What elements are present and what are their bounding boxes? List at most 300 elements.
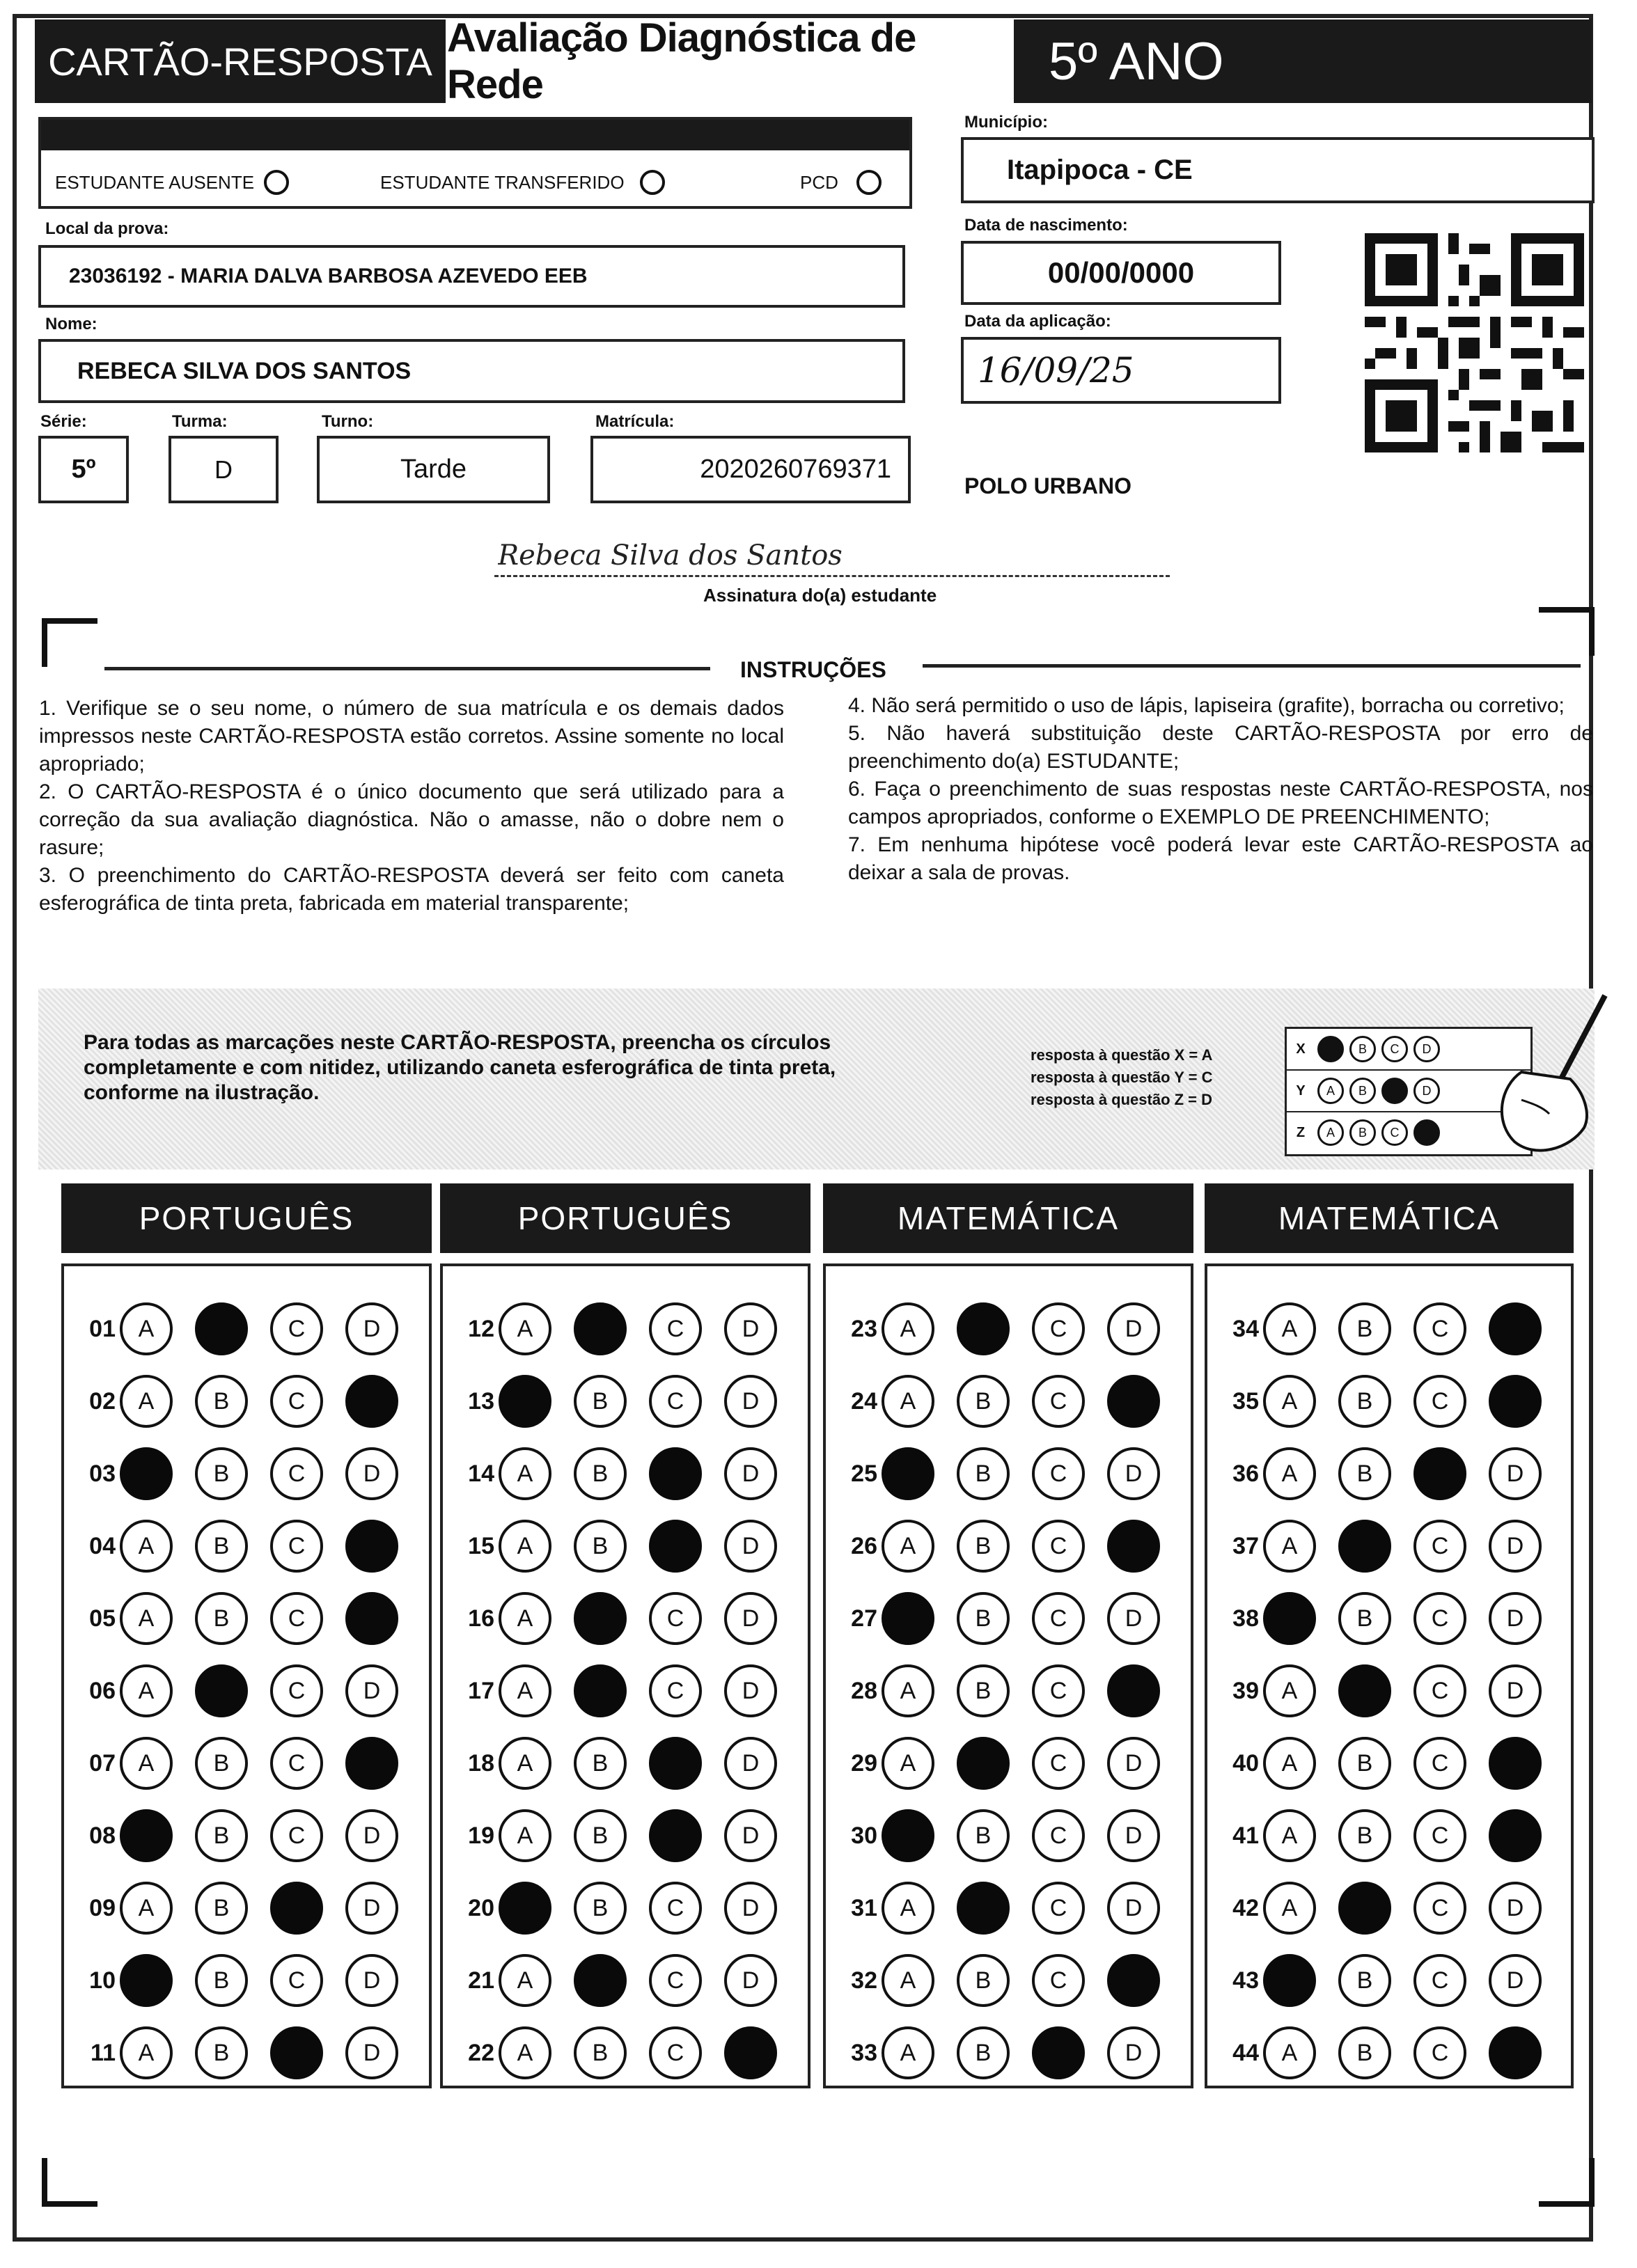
answer-bubble-c[interactable]: C bbox=[1032, 1592, 1085, 1645]
answer-bubble-d[interactable]: D bbox=[345, 1809, 398, 1862]
answer-bubble-c[interactable]: C bbox=[270, 1882, 323, 1935]
question-number: 34 bbox=[1232, 1315, 1259, 1342]
answer-bubble-b[interactable]: B bbox=[957, 1809, 1010, 1862]
answer-bubble-c[interactable]: C bbox=[1413, 1447, 1466, 1500]
answer-bubble-c[interactable]: C bbox=[1413, 1592, 1466, 1645]
answer-bubble-a[interactable]: A bbox=[882, 1592, 934, 1645]
question-number: 40 bbox=[1232, 1749, 1259, 1777]
question-number: 38 bbox=[1232, 1605, 1259, 1632]
answer-bubble-a[interactable]: A bbox=[120, 1302, 173, 1355]
answer-bubble-d[interactable]: D bbox=[345, 1954, 398, 2007]
answer-bubble-c[interactable]: C bbox=[1413, 1954, 1466, 2007]
answer-bubble-b[interactable]: B bbox=[195, 1809, 248, 1862]
municipio-value: Itapipoca - CE bbox=[1007, 155, 1193, 185]
header-center bbox=[447, 15, 1012, 107]
answer-bubble-b[interactable]: B bbox=[957, 1447, 1010, 1500]
instructions-title: INSTRUÇÕES bbox=[740, 657, 886, 682]
answer-bubble-d[interactable]: D bbox=[345, 1447, 398, 1500]
answer-bubble-a[interactable]: A bbox=[1263, 1592, 1316, 1645]
answer-bubble-d[interactable]: D bbox=[724, 1954, 777, 2007]
answer-bubble-b[interactable]: B bbox=[1338, 1592, 1391, 1645]
example-x-b: B bbox=[1349, 1036, 1376, 1062]
question-row bbox=[1209, 1728, 1542, 1798]
pen-hand-icon bbox=[1473, 989, 1612, 1163]
answer-bubble-b[interactable]: B bbox=[1338, 1520, 1391, 1573]
nascimento-value: 00/00/0000 bbox=[1047, 256, 1195, 289]
question-number: 27 bbox=[851, 1605, 877, 1632]
question-number: 04 bbox=[89, 1532, 116, 1559]
question-row bbox=[1209, 1294, 1542, 1364]
question-row bbox=[1209, 1656, 1542, 1726]
answer-bubble-a[interactable]: A bbox=[1263, 1447, 1316, 1500]
matricula-field bbox=[590, 436, 911, 503]
answer-bubble-a[interactable]: A bbox=[120, 1664, 173, 1717]
answer-bubble-a[interactable]: A bbox=[120, 1809, 173, 1862]
pcd-label: PCD bbox=[800, 171, 838, 193]
question-row bbox=[1209, 1946, 1542, 2015]
answer-bubble-c[interactable]: C bbox=[1413, 1809, 1466, 1862]
question-row bbox=[65, 1584, 398, 1653]
question-number: 39 bbox=[1232, 1677, 1259, 1704]
answer-bubble-d[interactable]: D bbox=[724, 2026, 777, 2079]
answer-bubble-c[interactable]: C bbox=[649, 1302, 702, 1355]
answer-bubble-b[interactable]: B bbox=[957, 1737, 1010, 1790]
answer-bubble-d[interactable]: D bbox=[1107, 1302, 1160, 1355]
answer-bubble-a[interactable]: A bbox=[882, 1737, 934, 1790]
question-number: 03 bbox=[89, 1460, 116, 1487]
question-row bbox=[65, 1946, 398, 2015]
answer-bubble-a[interactable]: A bbox=[499, 1737, 551, 1790]
answer-bubble-d[interactable]: D bbox=[724, 1520, 777, 1573]
answer-bubble-b[interactable]: B bbox=[574, 2026, 627, 2079]
answer-bubble-b[interactable]: B bbox=[957, 2026, 1010, 2079]
question-number: 33 bbox=[851, 2039, 877, 2066]
serie-label: Série: bbox=[40, 412, 87, 431]
question-row bbox=[444, 2018, 777, 2088]
answer-bubble-b[interactable]: B bbox=[195, 1737, 248, 1790]
question-number: 11 bbox=[91, 2039, 116, 2066]
answer-bubble-c[interactable]: C bbox=[1032, 1447, 1085, 1500]
absent-circle[interactable] bbox=[264, 170, 289, 195]
answer-bubble-c[interactable]: C bbox=[649, 1882, 702, 1935]
question-number: 42 bbox=[1232, 1894, 1259, 1921]
question-number: 22 bbox=[468, 2039, 494, 2066]
answer-bubble-a[interactable]: A bbox=[120, 1592, 173, 1645]
answer-bubble-c[interactable]: C bbox=[1032, 1302, 1085, 1355]
instruction-2: 2. O CARTÃO-RESPOSTA é o único documento que será utilizado para a correção da sua avaliação diagnóstica. Não o amasse, não o dobre nem o rasure; bbox=[39, 780, 784, 859]
question-row bbox=[827, 1801, 1160, 1871]
answer-bubble-d[interactable]: D bbox=[724, 1302, 777, 1355]
qr-code bbox=[1365, 233, 1584, 452]
example-text: Para todas as marcações neste CARTÃO-RESPOSTA, preencha os círculos completamente e com nitidez, utilizando caneta esferográfica de tinta preta, conforme na ilustração. bbox=[84, 1031, 836, 1104]
answer-bubble-d[interactable]: D bbox=[1489, 1302, 1542, 1355]
answer-bubble-c[interactable]: C bbox=[270, 1375, 323, 1428]
answer-bubble-a[interactable]: A bbox=[882, 2026, 934, 2079]
signature-text: Rebeca Silva dos Santos bbox=[498, 540, 843, 572]
question-number: 18 bbox=[468, 1749, 494, 1777]
answer-bubble-d[interactable]: D bbox=[345, 1882, 398, 1935]
answer-bubble-d[interactable]: D bbox=[1489, 1882, 1542, 1935]
answer-bubble-c[interactable]: C bbox=[270, 1592, 323, 1645]
status-box bbox=[38, 117, 912, 209]
answer-bubble-c[interactable]: C bbox=[1413, 1664, 1466, 1717]
question-number: 07 bbox=[89, 1749, 116, 1777]
question-row bbox=[65, 1367, 398, 1436]
answer-bubble-a[interactable]: A bbox=[499, 1302, 551, 1355]
pcd-option[interactable] bbox=[800, 170, 882, 195]
question-row bbox=[827, 1946, 1160, 2015]
answer-bubble-b[interactable]: B bbox=[957, 1520, 1010, 1573]
question-number: 10 bbox=[89, 1967, 116, 1994]
answer-bubble-d[interactable]: D bbox=[345, 1520, 398, 1573]
example-x-d: D bbox=[1413, 1036, 1440, 1062]
answer-bubble-c[interactable]: C bbox=[649, 1447, 702, 1500]
answer-bubble-d[interactable]: D bbox=[1107, 1809, 1160, 1862]
answer-bubble-a[interactable]: A bbox=[1263, 1809, 1316, 1862]
instruction-7: 7. Em nenhuma hipótese você poderá levar este CARTÃO-RESPOSTA ao deixar a sala de provas. bbox=[848, 833, 1593, 884]
answer-bubble-d[interactable]: D bbox=[1489, 1664, 1542, 1717]
question-row bbox=[444, 1873, 777, 1943]
answer-bubble-b[interactable]: B bbox=[957, 1954, 1010, 2007]
answer-bubble-c[interactable]: C bbox=[270, 1447, 323, 1500]
answer-bubble-d[interactable]: D bbox=[1489, 1375, 1542, 1428]
answer-bubble-b[interactable]: B bbox=[574, 1592, 627, 1645]
answer-bubble-b[interactable]: B bbox=[1338, 1302, 1391, 1355]
answer-bubble-a[interactable]: A bbox=[499, 1954, 551, 2007]
answer-bubble-a[interactable]: A bbox=[499, 1447, 551, 1500]
answer-bubble-b[interactable]: B bbox=[195, 1664, 248, 1717]
answer-bubble-c[interactable]: C bbox=[649, 1664, 702, 1717]
question-row bbox=[1209, 1584, 1542, 1653]
pcd-circle[interactable] bbox=[856, 170, 882, 195]
answer-bubble-a[interactable]: A bbox=[499, 1809, 551, 1862]
answer-bubble-a[interactable]: A bbox=[1263, 1954, 1316, 2007]
example-x-a bbox=[1317, 1036, 1344, 1062]
question-number: 16 bbox=[468, 1605, 494, 1632]
serie-field bbox=[38, 436, 129, 503]
answer-bubble-b[interactable]: B bbox=[957, 1592, 1010, 1645]
nascimento-field bbox=[961, 241, 1281, 305]
answer-bubble-c[interactable]: C bbox=[649, 1520, 702, 1573]
answer-bubble-c[interactable]: C bbox=[1032, 1882, 1085, 1935]
answer-bubble-a[interactable]: A bbox=[120, 1954, 173, 2007]
turno-value: Tarde bbox=[400, 455, 467, 484]
answer-bubble-a[interactable]: A bbox=[882, 1809, 934, 1862]
question-number: 19 bbox=[468, 1822, 494, 1849]
answer-bubble-d[interactable]: D bbox=[724, 1375, 777, 1428]
question-number: 24 bbox=[851, 1387, 877, 1415]
answer-bubble-d[interactable]: D bbox=[1489, 1592, 1542, 1645]
answer-bubble-c[interactable]: C bbox=[270, 1809, 323, 1862]
answer-bubble-c[interactable]: C bbox=[649, 1375, 702, 1428]
answer-bubble-d[interactable]: D bbox=[724, 1447, 777, 1500]
answer-bubble-d[interactable]: D bbox=[1107, 1375, 1160, 1428]
answer-bubble-c[interactable]: C bbox=[1032, 1954, 1085, 2007]
header-center-title: Avaliação Diagnóstica de Rede bbox=[447, 15, 916, 107]
question-row bbox=[444, 1728, 777, 1798]
instructions-left bbox=[39, 695, 784, 918]
answer-bubble-b[interactable]: B bbox=[574, 1375, 627, 1428]
matricula-label: Matrícula: bbox=[595, 412, 675, 431]
answer-bubble-c[interactable]: C bbox=[649, 2026, 702, 2079]
question-row bbox=[827, 1439, 1160, 1509]
answer-bubble-d[interactable]: D bbox=[724, 1664, 777, 1717]
question-row bbox=[1209, 1367, 1542, 1436]
answer-bubble-d[interactable]: D bbox=[1489, 1809, 1542, 1862]
answer-column bbox=[1205, 1263, 1574, 2088]
answer-bubble-a[interactable]: A bbox=[1263, 2026, 1316, 2079]
answer-bubble-d[interactable]: D bbox=[345, 1664, 398, 1717]
local-field bbox=[38, 245, 905, 308]
answer-bubble-c[interactable]: C bbox=[1032, 2026, 1085, 2079]
question-row bbox=[827, 1728, 1160, 1798]
answer-bubble-c[interactable]: C bbox=[270, 1664, 323, 1717]
answer-bubble-c[interactable]: C bbox=[270, 1520, 323, 1573]
answer-bubble-d[interactable]: D bbox=[1489, 2026, 1542, 2079]
answer-bubble-b[interactable]: B bbox=[1338, 1375, 1391, 1428]
nascimento-label: Data de nascimento: bbox=[964, 216, 1128, 235]
answer-bubble-b[interactable]: B bbox=[195, 1882, 248, 1935]
absent-label: ESTUDANTE AUSENTE bbox=[55, 171, 255, 193]
answer-bubble-a[interactable]: A bbox=[499, 2026, 551, 2079]
question-row bbox=[444, 1801, 777, 1871]
answer-bubble-a[interactable]: A bbox=[1263, 1664, 1316, 1717]
answer-bubble-a[interactable]: A bbox=[120, 1882, 173, 1935]
answer-bubble-b[interactable]: B bbox=[574, 1664, 627, 1717]
answer-bubble-b[interactable]: B bbox=[195, 2026, 248, 2079]
question-row bbox=[65, 1439, 398, 1509]
answer-bubble-c[interactable]: C bbox=[1032, 1664, 1085, 1717]
answer-bubble-a[interactable]: A bbox=[882, 1447, 934, 1500]
answer-bubble-b[interactable]: B bbox=[574, 1302, 627, 1355]
example-row-y-label: Y bbox=[1296, 1082, 1306, 1098]
answer-bubble-c[interactable]: C bbox=[270, 1737, 323, 1790]
example-x-c: C bbox=[1381, 1036, 1408, 1062]
example-z-c: C bbox=[1381, 1119, 1408, 1146]
answer-bubble-d[interactable]: D bbox=[345, 2026, 398, 2079]
serie-value: 5º bbox=[71, 455, 96, 484]
answer-bubble-a[interactable]: A bbox=[1263, 1302, 1316, 1355]
answer-bubble-d[interactable]: D bbox=[345, 1592, 398, 1645]
answer-bubble-d[interactable]: D bbox=[1107, 2026, 1160, 2079]
question-number: 32 bbox=[851, 1967, 877, 1994]
answer-bubble-b[interactable]: B bbox=[1338, 1809, 1391, 1862]
answer-bubble-d[interactable]: D bbox=[345, 1737, 398, 1790]
turma-label: Turma: bbox=[172, 412, 228, 431]
transferred-circle[interactable] bbox=[640, 170, 665, 195]
answer-bubble-d[interactable]: D bbox=[1489, 1737, 1542, 1790]
answer-bubble-a[interactable]: A bbox=[882, 1520, 934, 1573]
question-row bbox=[1209, 1439, 1542, 1509]
question-number: 35 bbox=[1232, 1387, 1259, 1415]
answer-column bbox=[440, 1263, 810, 2088]
answer-bubble-d[interactable]: D bbox=[1107, 1882, 1160, 1935]
answer-bubble-d[interactable]: D bbox=[1107, 1520, 1160, 1573]
answer-bubble-a[interactable]: A bbox=[1263, 1737, 1316, 1790]
corner-tr-v bbox=[1589, 607, 1595, 656]
answer-bubble-b[interactable]: B bbox=[195, 1954, 248, 2007]
answer-bubble-d[interactable]: D bbox=[345, 1375, 398, 1428]
answer-bubble-a[interactable]: A bbox=[499, 1592, 551, 1645]
answer-bubble-d[interactable]: D bbox=[1489, 1447, 1542, 1500]
answer-bubble-a[interactable]: A bbox=[882, 1664, 934, 1717]
question-number: 06 bbox=[89, 1677, 116, 1704]
answer-bubble-a[interactable]: A bbox=[120, 2026, 173, 2079]
signature-handwriting bbox=[498, 540, 895, 578]
answer-bubble-b[interactable]: B bbox=[957, 1302, 1010, 1355]
answer-bubble-b[interactable]: B bbox=[957, 1664, 1010, 1717]
answer-bubble-b[interactable]: B bbox=[195, 1592, 248, 1645]
answer-bubble-d[interactable]: D bbox=[1107, 1592, 1160, 1645]
answer-bubble-c[interactable]: C bbox=[649, 1809, 702, 1862]
answer-bubble-b[interactable]: B bbox=[195, 1520, 248, 1573]
question-row bbox=[1209, 1511, 1542, 1581]
answer-bubble-b[interactable]: B bbox=[574, 1737, 627, 1790]
question-number: 21 bbox=[468, 1967, 494, 1994]
answer-bubble-b[interactable]: B bbox=[574, 1809, 627, 1862]
section-title: PORTUGUÊS bbox=[61, 1183, 432, 1253]
answer-bubble-a[interactable]: A bbox=[120, 1447, 173, 1500]
answer-bubble-c[interactable]: C bbox=[649, 1737, 702, 1790]
answer-bubble-b[interactable]: B bbox=[195, 1302, 248, 1355]
answer-bubble-d[interactable]: D bbox=[724, 1737, 777, 1790]
question-number: 02 bbox=[89, 1387, 116, 1415]
municipio-field bbox=[961, 137, 1595, 203]
header-left-title: CARTÃO-RESPOSTA bbox=[48, 39, 432, 84]
question-row bbox=[65, 1728, 398, 1798]
header-grade-title: 5º ANO bbox=[1049, 31, 1224, 91]
question-row bbox=[827, 1294, 1160, 1364]
answer-bubble-c[interactable]: C bbox=[649, 1954, 702, 2007]
absent-option[interactable] bbox=[55, 170, 289, 195]
turma-value: D bbox=[214, 455, 233, 484]
answer-bubble-a[interactable]: A bbox=[882, 1375, 934, 1428]
answer-bubble-d[interactable]: D bbox=[724, 1809, 777, 1862]
question-row bbox=[444, 1511, 777, 1581]
question-number: 09 bbox=[89, 1894, 116, 1921]
question-number: 12 bbox=[468, 1315, 494, 1342]
answer-bubble-b[interactable]: B bbox=[195, 1447, 248, 1500]
answer-bubble-b[interactable]: B bbox=[1338, 1447, 1391, 1500]
answer-bubble-b[interactable]: B bbox=[1338, 1737, 1391, 1790]
answer-bubble-d[interactable]: D bbox=[1489, 1954, 1542, 2007]
answer-bubble-a[interactable]: A bbox=[120, 1737, 173, 1790]
question-number: 26 bbox=[851, 1532, 877, 1559]
question-number: 43 bbox=[1232, 1967, 1259, 1994]
answer-bubble-c[interactable]: C bbox=[1413, 1302, 1466, 1355]
answer-bubble-a[interactable]: A bbox=[1263, 1882, 1316, 1935]
answer-bubble-c[interactable]: C bbox=[1032, 1737, 1085, 1790]
answer-bubble-a[interactable]: A bbox=[499, 1520, 551, 1573]
example-row-x-label: X bbox=[1296, 1041, 1306, 1057]
answer-bubble-c[interactable]: C bbox=[1413, 2026, 1466, 2079]
answer-column bbox=[61, 1263, 432, 2088]
answer-column bbox=[823, 1263, 1193, 2088]
answer-bubble-a[interactable]: A bbox=[499, 1882, 551, 1935]
signature-label: Assinatura do(a) estudante bbox=[703, 585, 937, 606]
example-y-a: A bbox=[1317, 1078, 1344, 1104]
question-row bbox=[65, 1656, 398, 1726]
question-number: 30 bbox=[851, 1822, 877, 1849]
answer-bubble-d[interactable]: D bbox=[1107, 1664, 1160, 1717]
example-y-d: D bbox=[1413, 1078, 1440, 1104]
answer-bubble-b[interactable]: B bbox=[574, 1954, 627, 2007]
question-number: 20 bbox=[468, 1894, 494, 1921]
answer-bubble-a[interactable]: A bbox=[882, 1882, 934, 1935]
question-row bbox=[1209, 2018, 1542, 2088]
answer-bubble-c[interactable]: C bbox=[649, 1592, 702, 1645]
question-row bbox=[444, 1294, 777, 1364]
answer-bubble-b[interactable]: B bbox=[1338, 1954, 1391, 2007]
local-value: 23036192 - MARIA DALVA BARBOSA AZEVEDO EEB bbox=[69, 265, 588, 288]
corner-bl-h bbox=[42, 2201, 97, 2207]
answer-bubble-c[interactable]: C bbox=[1413, 1375, 1466, 1428]
question-number: 15 bbox=[468, 1532, 494, 1559]
header-grade bbox=[1014, 19, 1592, 103]
answer-bubble-b[interactable]: B bbox=[574, 1447, 627, 1500]
answer-bubble-d[interactable]: D bbox=[1107, 1447, 1160, 1500]
answer-bubble-b[interactable]: B bbox=[574, 1520, 627, 1573]
answer-bubble-a[interactable]: A bbox=[120, 1375, 173, 1428]
answer-bubble-d[interactable]: D bbox=[1107, 1954, 1160, 2007]
answer-bubble-a[interactable]: A bbox=[120, 1520, 173, 1573]
answer-bubble-c[interactable]: C bbox=[1413, 1737, 1466, 1790]
answer-bubble-c[interactable]: C bbox=[1032, 1809, 1085, 1862]
example-y-c bbox=[1381, 1078, 1408, 1104]
answer-bubble-d[interactable]: D bbox=[1489, 1520, 1542, 1573]
question-row bbox=[827, 2018, 1160, 2088]
answer-bubble-b[interactable]: B bbox=[957, 1375, 1010, 1428]
question-number: 25 bbox=[851, 1460, 877, 1487]
answer-bubble-c[interactable]: C bbox=[270, 2026, 323, 2079]
answer-bubble-c[interactable]: C bbox=[1032, 1520, 1085, 1573]
answer-bubble-c[interactable]: C bbox=[270, 1302, 323, 1355]
answer-bubble-c[interactable]: C bbox=[1413, 1520, 1466, 1573]
question-row bbox=[1209, 1873, 1542, 1943]
question-row bbox=[827, 1367, 1160, 1436]
answer-bubble-a[interactable]: A bbox=[499, 1664, 551, 1717]
answer-bubble-a[interactable]: A bbox=[882, 1302, 934, 1355]
question-row bbox=[65, 2018, 398, 2088]
answer-bubble-a[interactable]: A bbox=[1263, 1375, 1316, 1428]
answer-bubble-b[interactable]: B bbox=[1338, 2026, 1391, 2079]
answer-bubble-c[interactable]: C bbox=[1413, 1882, 1466, 1935]
transferred-option[interactable] bbox=[380, 170, 665, 195]
question-row bbox=[1209, 1801, 1542, 1871]
answer-bubble-b[interactable]: B bbox=[957, 1882, 1010, 1935]
instruction-5: 5. Não haverá substituição deste CARTÃO-RESPOSTA por erro de preenchimento do(a) ESTUDANTE; bbox=[848, 722, 1593, 773]
answer-bubble-c[interactable]: C bbox=[1032, 1375, 1085, 1428]
answer-bubble-b[interactable]: B bbox=[1338, 1664, 1391, 1717]
question-number: 31 bbox=[851, 1894, 877, 1921]
answer-bubble-d[interactable]: D bbox=[1107, 1737, 1160, 1790]
answer-bubble-b[interactable]: B bbox=[195, 1375, 248, 1428]
answer-bubble-d[interactable]: D bbox=[724, 1882, 777, 1935]
question-number: 44 bbox=[1232, 2039, 1259, 2066]
corner-bl-v bbox=[42, 2158, 47, 2207]
answer-bubble-b[interactable]: B bbox=[574, 1882, 627, 1935]
answer-bubble-a[interactable]: A bbox=[882, 1954, 934, 2007]
aplicacao-field bbox=[961, 337, 1281, 404]
answer-bubble-b[interactable]: B bbox=[1338, 1882, 1391, 1935]
answer-bubble-a[interactable]: A bbox=[1263, 1520, 1316, 1573]
answer-bubble-d[interactable]: D bbox=[724, 1592, 777, 1645]
example-y-b: B bbox=[1349, 1078, 1376, 1104]
section-title: MATEMÁTICA bbox=[1205, 1183, 1574, 1253]
answer-bubble-d[interactable]: D bbox=[345, 1302, 398, 1355]
answer-bubble-a[interactable]: A bbox=[499, 1375, 551, 1428]
answer-bubble-c[interactable]: C bbox=[270, 1954, 323, 2007]
